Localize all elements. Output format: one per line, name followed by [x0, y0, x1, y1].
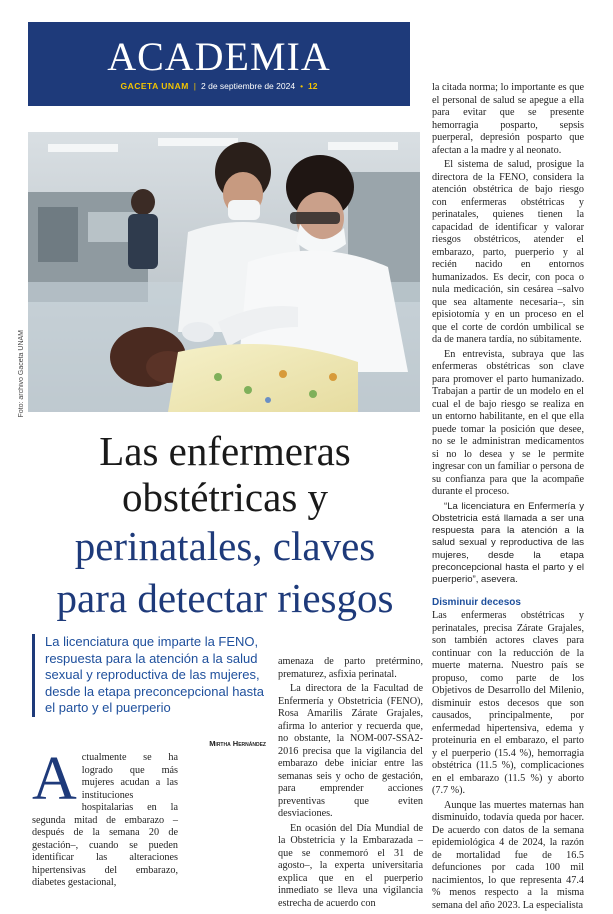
paragraph: Aunque las muertes maternas han disminuido, todavía queda por hacer. De acuerdo con datos de la semana epidemiológica 4 de 2024, la razón de mortalidad fue de 16.5 defunciones por cada 100 mil nacimientos, lo que representa 47.4 % menos respecto a la misma semana del año 2023. La especialista	[432, 799, 584, 911]
paragraph: amenaza de parto pretérmino, prematurez, asfixia perinatal.	[278, 656, 423, 680]
paragraph: Las enfermeras obstétricas y perinatales, precisa Zárate Grajales, son también actores claves para continuar con la reducción de la muerte materna. Nuestro país se propuso, como parte de los Objetivos de Desarrollo del Milenio, disminuir estos decesos que son causados, principalmente, por enfermedad hipertensiva, edema y proteinuria en el embarazo, el parto y el puerperio (15.4 %), hemorragia obstétrica (11.5 %), complicaciones en el embarazo (11.5 %) y aborto (7.7 %).	[432, 610, 584, 797]
masthead	[28, 22, 410, 106]
paragraph: El sistema de salud, prosigue la directora de la FENO, considera la atención obstétrica de bajo riesgo con enfermeras obstétricas y perinatales, quienes tienen la capacidad de identificar y valorar riesgos obstétricos, atender el embarazo, parto, puerperio y al recién nacido en entornos humanizados. Es decir, con poca o nula medicación, sin cesárea –salvo que sea altamente necesaria–, sin episiotomía y en un proceso en el que el corte de cordón umbilical se da de manera tardía, no súbitamente.	[432, 159, 584, 345]
article-column-2	[278, 656, 423, 912]
article-column-3	[432, 82, 584, 914]
page-number: 12	[308, 81, 318, 91]
paragraph: ctualmente se ha logrado que más mujeres acudan a las instituciones hospitalarias en la segunda mitad de embarazo –después de la semana 20 de gestación–, cuando se pueden identificar las alteraciones hipertensivas del embarazo, diabetes gestacional,	[32, 752, 178, 888]
headline-line-1: Las enfermeras	[99, 428, 351, 474]
headline-line-2: obstétricas y	[121, 474, 329, 520]
headline-line-3: perinatales, claves	[74, 523, 376, 569]
subheading: Disminuir decesos	[432, 596, 521, 608]
nurses-with-newborn-illustration	[28, 132, 420, 412]
masthead-bullet: •	[300, 81, 304, 91]
issue-date: 2 de septiembre de 2024	[201, 81, 296, 91]
paragraph: la citada norma; lo importante es que el personal de salud se apegue a ella para evitar que se presente hemorragia posparto, sepsis puerperal, depresión posparto que afectan a la madre y al neonato.	[432, 82, 584, 156]
paragraph: La directora de la Facultad de Enfermería y Obstetricia (FENO), Rosa Amarilis Zárate Grajales, afirma lo anterior y recuerda que, no obstante, la NOM-007-SSA2-2016 precisa que la vigilancia del embarazo debe iniciar entre las semanas seis y ocho de gestación, para emprender acciones preventivas que eviten desviaciones.	[278, 683, 423, 819]
article-photo	[28, 132, 420, 412]
section-title: ACADEMIA	[107, 34, 331, 79]
byline: Mirtha Hernández	[209, 739, 266, 748]
headline-line-4: para detectar riesgos	[56, 575, 394, 621]
photo-credit: Foto: archivo Gaceta UNAM	[18, 330, 25, 418]
drop-cap: A	[32, 745, 77, 813]
masthead-subline	[28, 80, 410, 92]
quote-paragraph: “La licenciatura en Enfermería y Obstetricia está llamada a ser una respuesta para la atención a la salud sexual y reproductiva de las mujeres, desde la etapa preconcepcional hasta el parto y el puerperio”, asevera.	[432, 500, 584, 586]
masthead-separator: |	[193, 81, 197, 91]
paragraph: En entrevista, subraya que las enfermeras obstétricas son clave para promover el parto humanizado. Trabajan a partir de un modelo en el cual el de bajo riesgo se realiza en un entorno habilitante, en el que ella puede tomar la posición que desee, no se le administran medicamentos si no lo desea y se le permite ingresar con un familiar o persona de su confianza para que la acompañe durante el proceso.	[432, 348, 584, 497]
headline	[20, 428, 430, 624]
paragraph: En ocasión del Día Mundial de la Obstetricia y la Embarazada –que se conmemoró el 31 de agosto–, la experta universitaria explica que en el puerperio inmediato se lleva una vigilancia estrecha de acuerdo con	[278, 822, 423, 909]
article-column-1	[32, 745, 178, 892]
publication-name: GACETA UNAM	[120, 81, 189, 91]
article-lead: La licenciatura que imparte la FENO, respuesta para la atención a la salud sexual y reproductiva de las mujeres, desde la etapa preconcepcional hasta el parto y el puerperio	[32, 634, 277, 717]
